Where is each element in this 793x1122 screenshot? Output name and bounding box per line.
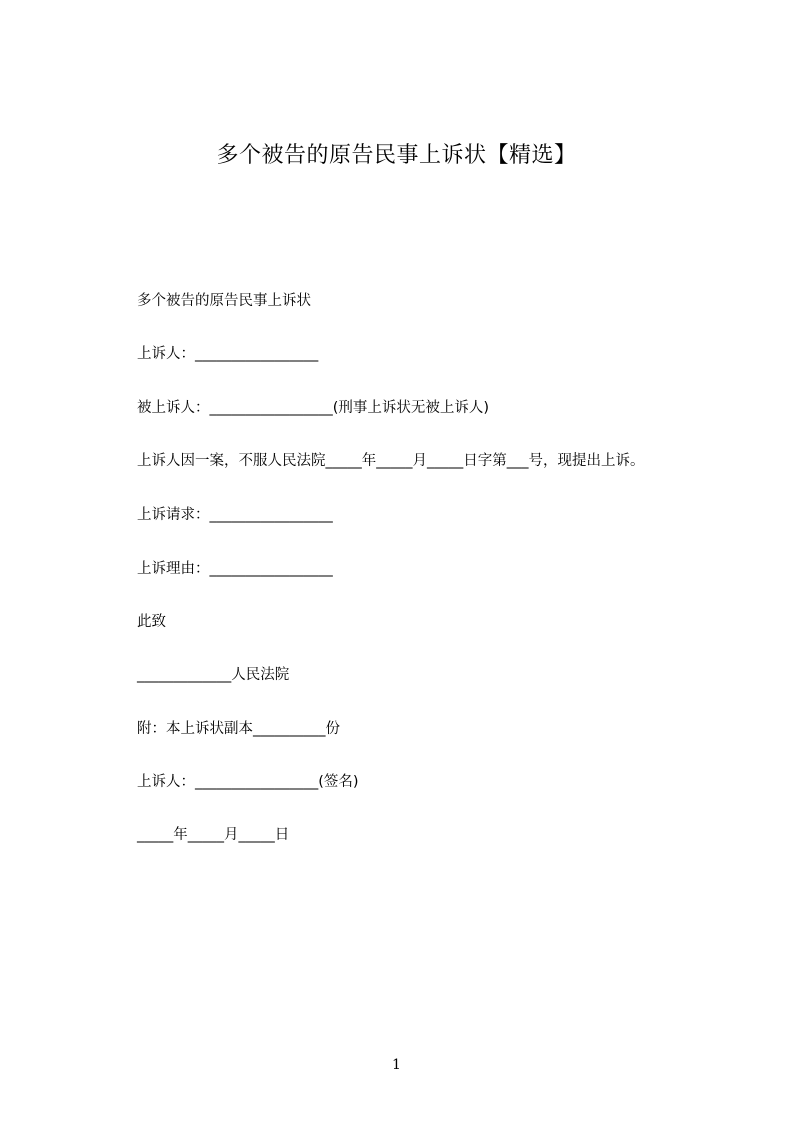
appeal-reason-line: 上诉理由：_________________ xyxy=(137,561,333,577)
appeal-request-line: 上诉请求：_________________ xyxy=(137,507,333,523)
attachment-line: 附：本上诉状副本__________份 xyxy=(137,721,340,737)
court-line: _____________人民法院 xyxy=(137,667,290,683)
document-title: 多个被告的原告民事上诉状【精选】 xyxy=(216,143,577,168)
appellee-line: 被上诉人：_________________(刑事上诉状无被上诉人) xyxy=(137,400,490,416)
page-number: 1 xyxy=(392,1057,401,1073)
signature-line: 上诉人：_________________(签名) xyxy=(137,774,359,790)
appellant-line: 上诉人：_________________ xyxy=(137,346,319,362)
salutation-line: 此致 xyxy=(137,614,166,630)
case-statement-line: 上诉人因一案，不服人民法院_____年_____月_____日字第___号，现提出上诉。 xyxy=(137,453,645,469)
subtitle-line: 多个被告的原告民事上诉状 xyxy=(137,293,311,309)
date-line: _____年_____月_____日 xyxy=(137,827,290,843)
